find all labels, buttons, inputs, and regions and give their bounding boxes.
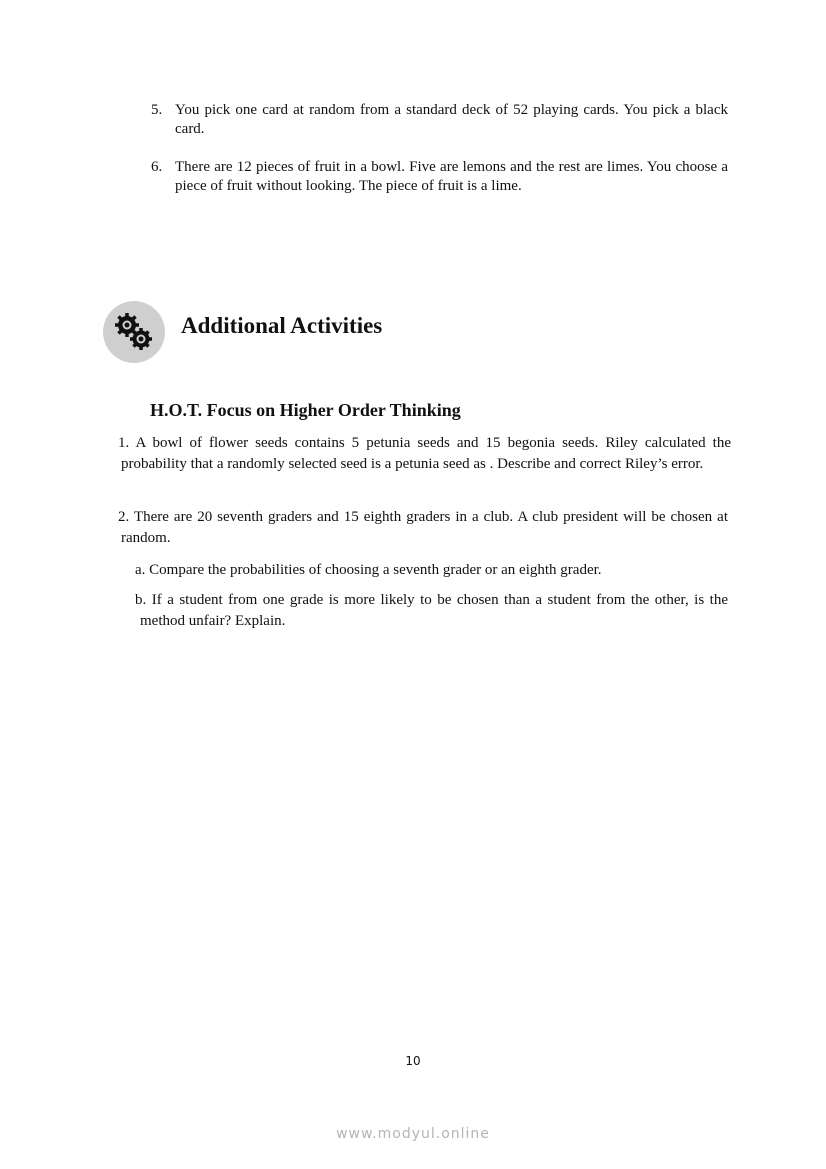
item-text: You pick one card at random from a standard deck of 52 playing cards. You pick a black card. bbox=[175, 102, 728, 137]
gears-icon bbox=[103, 301, 165, 363]
list-item-5 bbox=[151, 101, 728, 139]
page-number: 10 bbox=[405, 1054, 421, 1068]
section-title: Additional Activities bbox=[181, 313, 383, 338]
item-number: 6. bbox=[151, 159, 163, 175]
question-1: 1. A bowl of flower seeds contains 5 petunia seeds and 15 begonia seeds. Riley calculated the probability that a randomly selected seed is a petunia seed as . Describe and correct Riley’s error. bbox=[118, 435, 731, 472]
question-2: 2. There are 20 seventh graders and 15 eighth graders in a club. A club president will be chosen at random. bbox=[118, 509, 728, 546]
list-item-6 bbox=[151, 158, 728, 196]
hot-heading: H.O.T. Focus on Higher Order Thinking bbox=[150, 400, 461, 420]
item-text: There are 12 pieces of fruit in a bowl. Five are lemons and the rest are limes. You choose a piece of fruit without looking. The piece of fruit is a lime. bbox=[175, 159, 728, 194]
item-number: 5. bbox=[151, 102, 163, 118]
question-2a: a. Compare the probabilities of choosing a seventh grader or an eighth grader. bbox=[135, 562, 602, 578]
watermark: www.modyul.online bbox=[336, 1126, 490, 1142]
question-2b: b. If a student from one grade is more likely to be chosen than a student from the other, is the method unfair? Explain. bbox=[135, 592, 728, 629]
